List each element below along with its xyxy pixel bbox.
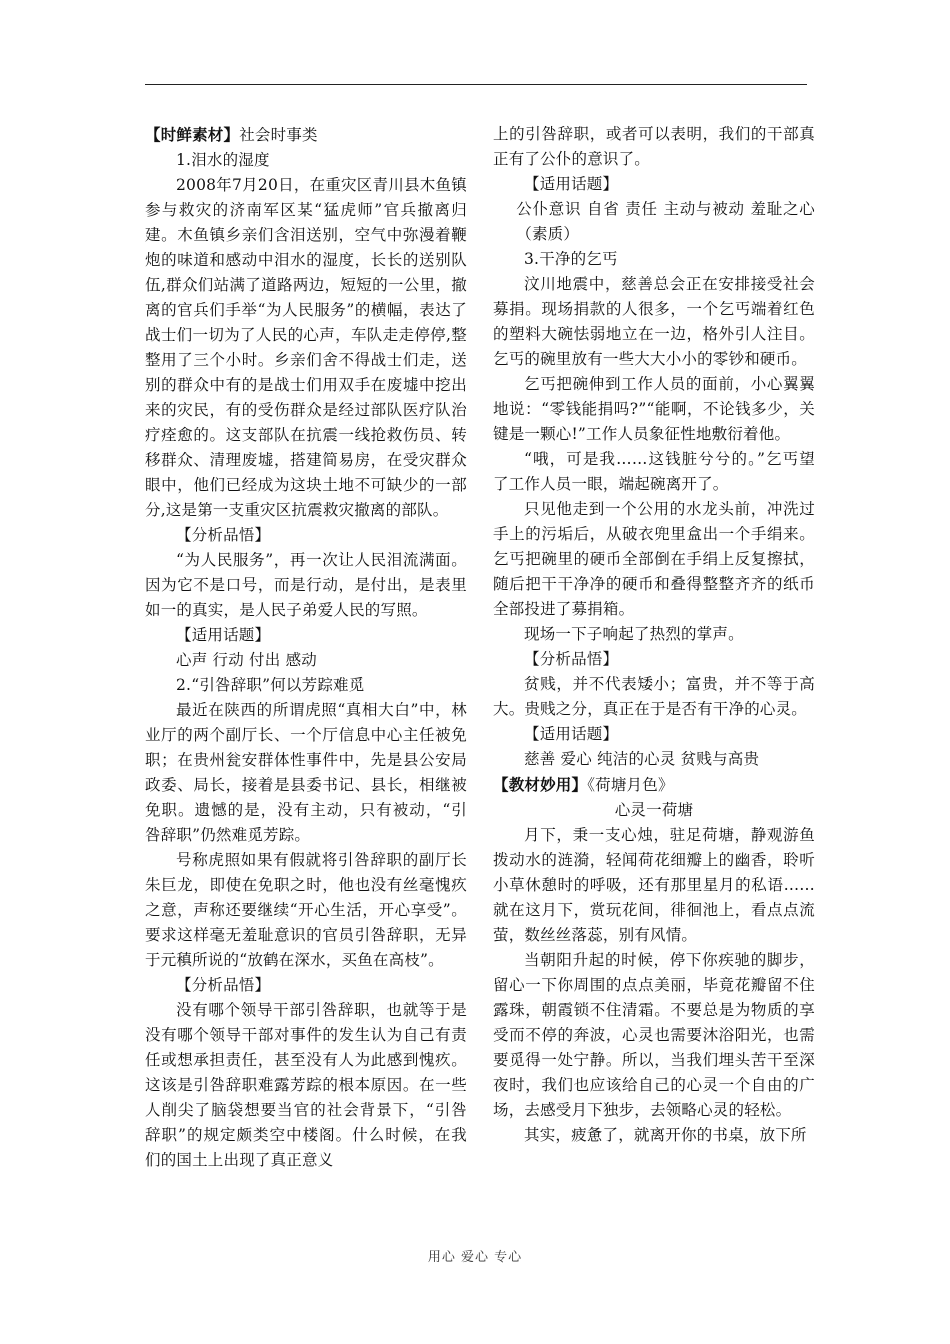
paragraph: 心声 行动 付出 感动 (176, 651, 317, 669)
paragraph: 【适用话题】 (524, 175, 619, 193)
paragraph: 最近在陕西的所谓虎照“真相大白”中，林业厅的两个副厅长、一个厅信息中心主任被免职；在贵州瓮安群体性事件中，先是县公安局政委、局长，接着是县委书记、县长，相继被免职。遗憾的是，没有主动，只有被动，“引咎辞职”仍然难觅芳踪。 (145, 701, 467, 844)
paragraph: 公仆意识 自省 责任 主动与被动 羞耻之心（素质） (516, 200, 815, 243)
paragraph: 【适用话题】 (176, 626, 271, 644)
paragraph: 号称虎照如果有假就将引咎辞职的副厅长朱巨龙，即使在免职之时，他也没有丝毫愧疚之意，声称还要继续“开心生活，开心享受”。要求这样毫无羞耻意识的官员引咎辞职，无异于元稹所说的“放鹤在深水，买鱼在高枝”。 (145, 851, 467, 969)
paragraph: 【分析品悟】 (176, 526, 271, 544)
paragraph: 上的引咎辞职，或者可以表明，我们的干部真正有了公仆的意识了。 (493, 125, 815, 168)
paragraph: 2.“引咎辞职”何以芳踪难觅 (176, 676, 365, 694)
paragraph: “为人民服务”，再一次让人民泪流满面。因为它不是口号，而是行动，是付出，是表里如一的真实，是人民子弟爱人民的写照。 (145, 551, 467, 619)
paragraph: 贫贱，并不代表矮小；富贵，并不等于高大。贵贱之分，真正在于是否有干净的心灵。 (493, 675, 815, 718)
section-heading (145, 122, 467, 148)
left-column (145, 122, 467, 1173)
section-topic: 《荷塘月色》 (587, 776, 674, 794)
paragraph: 当朝阳升起的时候，停下你疾驰的脚步，留心一下你周围的点点美丽，毕竟花瓣留不住露珠，朝霞锁不住清霜。不要总是为物质的享受而不停的奔波，心灵也需要沐浴阳光，也需要觅得一处宁静。所以，当我们埋头苦干至深夜时，我们也应该给自己的心灵一个自由的广场，去感受月下独步，去领略心灵的轻松。 (493, 951, 815, 1119)
right-column (493, 122, 815, 1148)
page-footer: 用心 爱心 专心 (427, 1250, 523, 1265)
paragraph: 慈善 爱心 纯洁的心灵 贫贱与高贵 (524, 750, 760, 768)
paragraph: 只见他走到一个公用的水龙头前，冲洗过手上的污垢后，从破衣兜里盒出一个手绢来。乞丐把碗里的硬币全部倒在手绢上反复擦拭，随后把干干净净的硬币和叠得整整齐齐的纸币全部投进了募捐箱。 (493, 500, 815, 618)
paragraph: 乞丐把碗伸到工作人员的面前，小心翼翼地说：“零钱能捐吗?”“能啊，不论钱多少，关键是一颗心!”工作人员象征性地敷衍着他。 (493, 375, 815, 443)
section-topic: 社会时事类 (239, 126, 318, 144)
paragraph: 【分析品悟】 (524, 650, 619, 668)
paragraph: “哦，可是我……这钱脏兮兮的。”乞丐望了工作人员一眼，端起碗离开了。 (493, 450, 815, 493)
paragraph: 【分析品悟】 (176, 976, 271, 994)
paragraph: 月下，秉一支心烛，驻足荷塘，静观游鱼拨动水的涟漪，轻闻荷花细瓣上的幽香，聆听小草休憩时的呼吸，还有那里星月的私语……就在这月下，赏玩花间，徘徊池上，看点点流萤，数丝丝落蕊，别有风情。 (493, 826, 815, 944)
essay-title: 心灵一荷塘 (614, 801, 694, 819)
paragraph: 【适用话题】 (524, 725, 619, 743)
paragraph: 没有哪个领导干部引咎辞职，也就等于是没有哪个领导干部对事件的发生认为自己有责任或想承担责任，甚至没有人为此感到愧疚。这该是引咎辞职难露芳踪的根本原因。在一些人削尖了脑袋想要当官的社会背景下，“引咎辞职”的规定颇类空中楼阁。什么时候，在我们的国土上出现了真正意义 (145, 1001, 467, 1169)
header-rule (145, 84, 807, 85)
section-label: 【教材妙用】 (493, 775, 588, 794)
paragraph: 汶川地震中，慈善总会正在安排接受社会募捐。现场捐款的人很多，一个乞丐端着红色的塑料大碗怯弱地立在一边，格外引人注目。乞丐的碗里放有一些大大小小的零钞和硬币。 (493, 275, 815, 368)
paragraph: 1.泪水的湿度 (176, 151, 270, 169)
paragraph: 3.干净的乞丐 (524, 250, 618, 268)
section-label: 【时鲜素材】 (145, 125, 240, 144)
section-heading (493, 772, 815, 798)
paragraph: 现场一下子响起了热烈的掌声。 (524, 625, 744, 643)
paragraph: 2008年7月20日，在重灾区青川县木鱼镇参与救灾的济南军区某“猛虎师”官兵撤离归建。木鱼镇乡亲们含泪送别，空气中弥漫着鞭炮的味道和感动中泪水的湿度，长长的送别队伍,群众们站满了道路两边，短短的一公里，撤离的官兵们手举“为人民服务”的横幅，表达了战士们一切为了人民的心声，车队走走停停,整整用了三个小时。乡亲们舍不得战士们走，送别的群众中有的是战士们用双手在废墟中挖出来的灾民，有的受伤群众是经过部队医疗队治疗痊愈的。这支部队在抗震一线抢救伤员、转移群众、清理废墟，搭建简易房，在受灾群众眼中，他们已经成为这块土地不可缺少的一部分,这是第一支重灾区抗震救灾撤离的部队。 (145, 176, 467, 519)
paragraph: 其实，疲惫了，就离开你的书桌，放下所 (524, 1126, 807, 1144)
